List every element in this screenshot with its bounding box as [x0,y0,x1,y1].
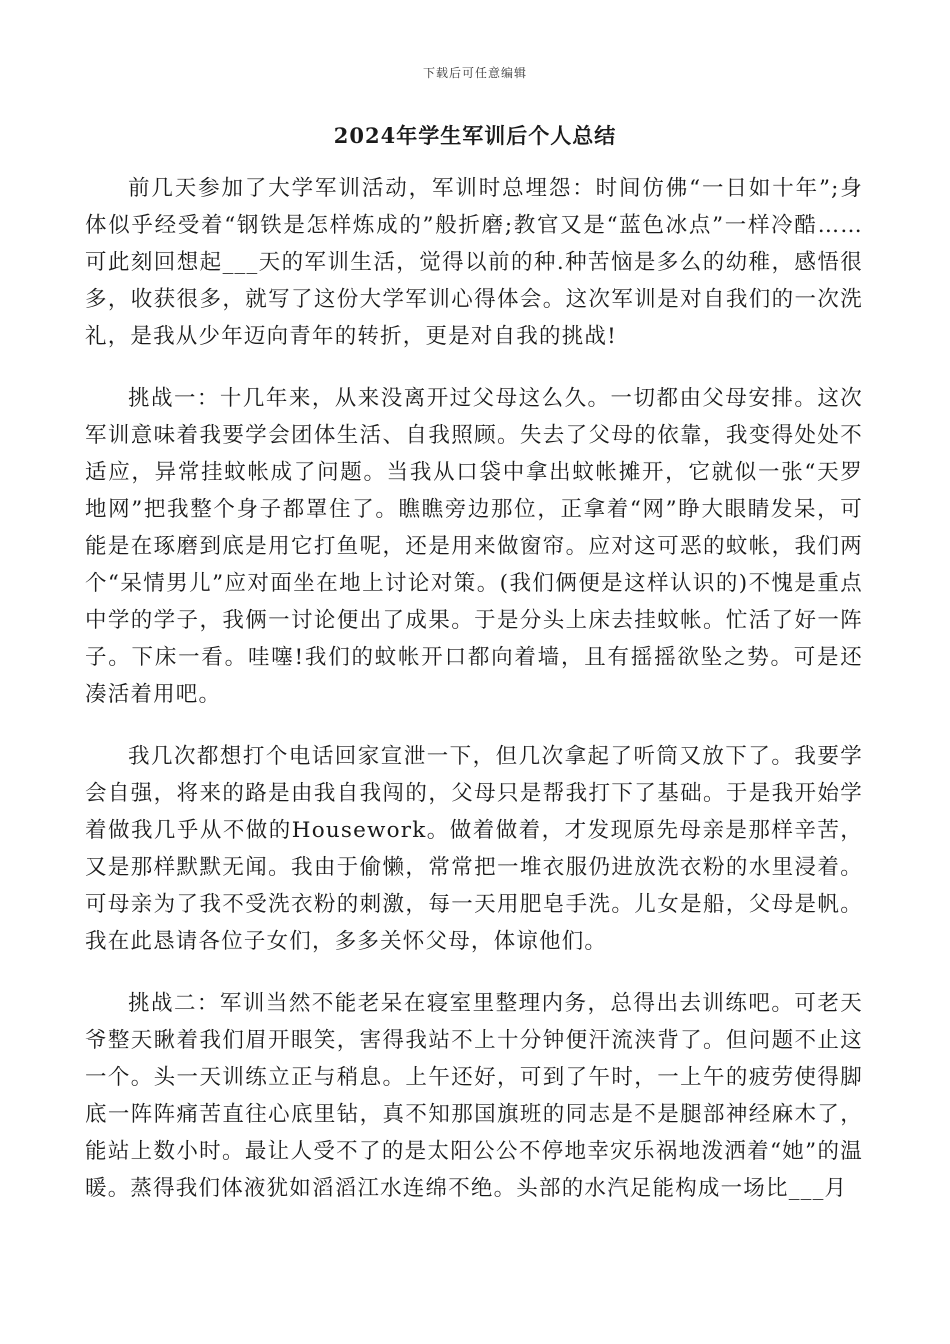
document-body [85,170,863,1232]
paragraph-calling-home: 我几次都想打个电话回家宣泄一下，但几次拿起了听筒又放下了。我要学会自强，将来的路是由我自我闯的，父母只是帮我打下了基础。于是我开始学着做我几乎从不做的Housework。做着做着，才发现原先母亲是那样辛苦，又是那样默默无闻。我由于偷懒，常常把一堆衣服仍进放洗衣粉的水里浸着。可母亲为了我不受洗衣粉的刺激，每一天用肥皂手洗。儿女是船，父母是帆。我在此恳请各位子女们，多多关怀父母，体谅他们。 [85,744,863,954]
paragraph-challenge-one: 挑战一：十几年来，从来没离开过父母这么久。一切都由父母安排。这次军训意味着我要学会团体生活、自我照顾。失去了父母的依靠，我变得处处不适应，异常挂蚊帐成了问题。当我从口袋中拿出蚊帐摊开，它就似一张“天罗地网”把我整个身子都罩住了。瞧瞧旁边那位，正拿着“网”睁大眼睛发呆，可能是在琢磨到底是用它打鱼呢，还是用来做窗帘。应对这可恶的蚊帐，我们两个“呆情男儿”应对面坐在地上讨论对策。(我们俩便是这样认识的)不愧是重点中学的学子，我俩一讨论便出了成果。于是分头上床去挂蚊帐。忙活了好一阵子。下床一看。哇噻!我们的蚊帐开口都向着墙，且有摇摇欲坠之势。可是还凑活着用吧。 [85,386,863,707]
document-title: 2024年学生军训后个人总结 [333,123,617,148]
page-header-note: 下载后可任意编辑 [422,66,527,80]
paragraph-challenge-two: 挑战二：军训当然不能老呆在寝室里整理内务，总得出去训练吧。可老天爷整天瞅着我们眉开眼笑，害得我站不上十分钟便汗流浃背了。但问题不止这一个。头一天训练立正与稍息。上午还好，可到了午时，一上午的疲劳使得脚底一阵阵痛苦直往心底里钻，真不知那国旗班的同志是不是腿部神经麻木了，能站上数小时。最让人受不了的是太阳公公不停地幸灾乐祸地泼洒着“她”的温暖。蒸得我们体液犹如滔滔江水连绵不绝。头部的水汽足能构成一场比___月 [85,991,863,1201]
paragraph-intro: 前几天参加了大学军训活动，军训时总埋怨：时间仿佛“一日如十年”;身体似乎经受着“钢铁是怎样炼成的”般折磨;教官又是“蓝色冰点”一样冷酷……可此刻回想起___天的军训生活，觉得以前的种.种苦恼是多么的幼稚，感悟很多，收获很多，就写了这份大学军训心得体会。这次军训是对自我们的一次洗礼，是我从少年迈向青年的转折，更是对自我的挑战! [85,176,863,349]
